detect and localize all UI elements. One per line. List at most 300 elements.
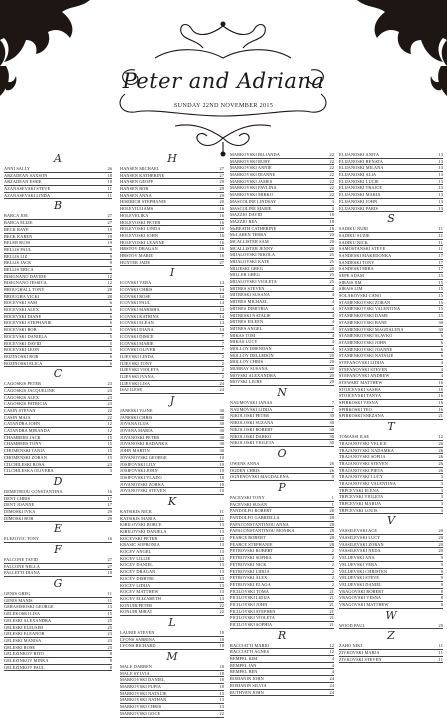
- table-number: 10: [219, 481, 224, 487]
- guest-name: STEWART MATTHEW: [339, 380, 383, 385]
- guest-row: [120, 206, 224, 213]
- guest-name: NIKOLOSKI VIOLETA: [230, 440, 275, 446]
- guest-name: MCALLISTER JENNY: [230, 245, 274, 251]
- table-number: 3: [440, 501, 443, 506]
- table-number: 13: [219, 522, 224, 528]
- guest-name: STOJCEVSKI SASHA: [339, 386, 381, 392]
- guest-row: [4, 428, 112, 435]
- table-number: 6: [109, 300, 112, 306]
- table-number: 9: [331, 474, 334, 480]
- table-number: 16: [107, 488, 112, 494]
- guest-name: SIRAIS LIM: [339, 286, 363, 292]
- guest-name: HOLEVOSKI LEANNE: [120, 239, 165, 245]
- table-number: 13: [438, 152, 443, 157]
- guest-name: DENT JOANNE: [4, 502, 35, 508]
- guest-row: [120, 671, 224, 678]
- guest-row: [230, 461, 334, 468]
- guest-row: [120, 569, 224, 576]
- guest-row: [339, 340, 443, 347]
- guest-name: TRPCEVSKI LOUIS: [339, 507, 378, 513]
- guest-row: [4, 314, 112, 321]
- guest-row: [4, 625, 112, 632]
- table-number: 16: [107, 536, 112, 542]
- guest-name: HANSEN GEOFF: [120, 179, 154, 185]
- guest-name: MAZZIO REA: [230, 218, 258, 224]
- guest-name: CATANDRA JOHN: [4, 421, 41, 427]
- guest-row: [339, 192, 443, 199]
- guest-row: [339, 206, 443, 213]
- guest-row: [339, 623, 443, 630]
- table-number: 22: [329, 178, 334, 184]
- guest-row: [339, 246, 443, 253]
- guest-row: [4, 516, 112, 523]
- guest-name: JANESKI VLINE: [120, 408, 153, 413]
- guest-name: ICOVSKI DIANA: [120, 327, 154, 333]
- guest-name: MIJALOVSKI KATE: [230, 259, 270, 264]
- table-number: 25: [107, 624, 112, 630]
- guest-row: [120, 589, 224, 596]
- guest-name: ELIJANOSKI ALIA: [339, 172, 377, 178]
- table-number: 11: [438, 656, 443, 662]
- guest-name: MURRAY SUSANA: [230, 366, 268, 371]
- guest-row: [230, 502, 334, 509]
- guest-name: BOCEVSKI STEPHANIE: [4, 320, 52, 326]
- guest-name: BOCEVSKI SAM: [4, 300, 38, 306]
- table-number: 29: [219, 192, 224, 198]
- table-number: 27: [107, 220, 112, 226]
- guest-name: MARKOVSKI PAVLINA: [230, 185, 277, 191]
- table-number: 28: [107, 287, 112, 292]
- guest-row: [339, 589, 443, 596]
- guest-name: LAURIE STEVEN: [120, 629, 155, 635]
- guest-name: TRAJANOVSKI LUCY: [339, 474, 383, 480]
- guest-name: VELIJEVSKI STEVE: [339, 575, 380, 581]
- guest-row: [339, 643, 443, 650]
- guest-row: [339, 226, 443, 233]
- guest-row: [230, 379, 334, 386]
- section-letter: R: [277, 628, 287, 642]
- table-number: 2: [221, 353, 224, 359]
- guest-name: VASSILEVSKI ACE: [339, 528, 378, 534]
- table-number: 11: [107, 591, 112, 597]
- guest-row: [120, 260, 224, 267]
- guest-row: [230, 319, 334, 326]
- guest-name: SOLAKOVSKI CANO: [339, 293, 382, 299]
- guest-row: [120, 455, 224, 462]
- table-number: 1: [331, 501, 334, 507]
- guest-name: KIRILOVSKI DANIELA: [120, 529, 167, 534]
- guest-name: KATSIKIS NICK: [120, 508, 152, 514]
- guest-row: [120, 415, 224, 422]
- guest-column-2: [120, 152, 224, 718]
- guest-row: [339, 280, 443, 287]
- table-number: 12: [107, 428, 112, 434]
- guest-row: [4, 240, 112, 247]
- guest-row: [339, 286, 443, 293]
- table-number: 12: [329, 642, 334, 648]
- table-number: 18: [219, 684, 224, 690]
- guest-row: [339, 266, 443, 273]
- table-number: 24: [329, 676, 334, 682]
- guest-name: HRSTOV DRAGAN: [120, 246, 158, 252]
- table-number: 25: [329, 259, 334, 264]
- wedding-date: SUNDAY 22ND NOVEMBER 2015: [173, 102, 274, 109]
- table-number: 20: [438, 535, 443, 541]
- guest-name: AZANASEVSKI STEVE: [4, 186, 51, 192]
- guest-name: ICOVSKI MARISHA: [120, 307, 160, 313]
- guest-name: ICOVSKI PAUL: [120, 300, 151, 306]
- guest-name: VELIJEVSKI DANIEL: [339, 581, 382, 587]
- guest-row: [120, 233, 224, 240]
- table-number: 16: [438, 406, 443, 412]
- guest-row: [120, 509, 224, 516]
- guest-name: BOCEVSKI LEON: [4, 347, 40, 353]
- table-number: 1: [331, 494, 334, 500]
- guest-row: [230, 663, 334, 670]
- table-number: 6: [440, 339, 443, 345]
- guest-row: [4, 300, 112, 307]
- table-number: 22: [219, 609, 224, 615]
- guest-name: ILIEVSKI LINDA: [120, 353, 154, 359]
- guest-row: [339, 179, 443, 186]
- table-number: 16: [219, 246, 224, 252]
- guest-row: [4, 665, 112, 672]
- guest-row: [230, 246, 334, 253]
- guest-name: MARKOVSKI JAMES: [230, 178, 273, 184]
- guest-row: [230, 279, 334, 286]
- guest-name: PICILOVSKI STEPHEN: [230, 608, 276, 614]
- section-letter: C: [53, 367, 63, 381]
- guest-row: [4, 557, 112, 564]
- guest-name: PANDOLFO ROBERT: [230, 508, 272, 514]
- section-letter: A: [54, 152, 62, 165]
- table-number: 26: [438, 440, 443, 446]
- guest-name: PANDOLFO GABRIELLA: [230, 515, 280, 520]
- guest-name: BELLIS ERICA: [4, 266, 34, 272]
- guest-row: [339, 413, 443, 420]
- guest-name: SANDESKI MIRA: [339, 266, 374, 272]
- guest-name: MITRESKI NATALIE: [230, 312, 271, 318]
- guest-row: [4, 618, 112, 625]
- letter-section: [230, 481, 334, 629]
- guest-row: [4, 280, 112, 287]
- guest-row: [230, 508, 334, 515]
- table-number: 11: [438, 650, 443, 655]
- guest-name: McBEATH CATHERINE: [230, 225, 277, 231]
- table-number: 25: [107, 617, 112, 623]
- guest-name: MITRES ANGEL: [230, 325, 263, 331]
- table-number: 2: [221, 360, 224, 366]
- guest-name: KONUIR PETER: [120, 602, 153, 608]
- guest-name: MARKOVSKI PUPIA: [120, 684, 162, 690]
- guest-name: MARKOVSKI CHRIS: [120, 704, 162, 710]
- guest-name: STEFANOVSKI ANDREW: [339, 373, 390, 379]
- table-number: 6: [109, 353, 112, 359]
- guest-name: JANESKI CHRIS: [120, 414, 153, 420]
- guest-name: NAUMOVSKI JANAS: [230, 400, 273, 406]
- guest-name: JOSIFOVSKI JOHN: [120, 468, 158, 474]
- guest-row: [4, 448, 112, 455]
- guest-row: [120, 711, 224, 718]
- guest-row: [230, 232, 334, 239]
- guest-name: MASCOLINE LINDSAY: [230, 198, 277, 204]
- guest-row: [120, 435, 224, 442]
- guest-row: [339, 528, 443, 535]
- guest-name: MARKOVSKI GOCE: [120, 710, 161, 716]
- guest-row: [4, 186, 112, 193]
- guest-column-1: [4, 152, 112, 671]
- guest-row: [4, 509, 112, 516]
- table-number: 17: [438, 266, 443, 272]
- guest-row: [4, 334, 112, 341]
- guest-name: VRAGOVSKI ROBERT: [339, 588, 384, 594]
- table-number: 4: [331, 312, 334, 318]
- table-number: 4: [331, 656, 334, 662]
- guest-name: ARZADEAN SAXSON: [4, 172, 48, 178]
- guest-row: [339, 240, 443, 247]
- guest-row: [230, 359, 334, 366]
- guest-name: BOCEVSKI DAVID: [4, 340, 42, 346]
- table-number: 9: [440, 568, 443, 574]
- section-letter: E: [53, 522, 63, 536]
- guest-name: VELIJEVSKI CHRISTEN: [339, 568, 388, 574]
- damask-corner-ornament-right: [357, 0, 447, 98]
- table-number: 2: [331, 575, 334, 581]
- guest-name: ELIJANOSKI ANITA: [339, 152, 380, 157]
- table-number: 30: [219, 434, 224, 440]
- guest-row: [339, 575, 443, 582]
- table-number: 27: [219, 166, 224, 171]
- letter-section: [4, 367, 112, 475]
- guest-row: [120, 556, 224, 563]
- guest-row: [230, 434, 334, 441]
- guest-name: CASIN MAJA: [4, 414, 31, 420]
- table-number: 14: [219, 287, 224, 292]
- guest-name: STAMENKOVSKI MAGDALENA: [339, 326, 404, 332]
- guest-name: TRAJANOVSKI STEVEN: [339, 460, 388, 466]
- guest-name: LYONS RICHARD: [120, 643, 156, 649]
- guest-name: JOSIFOVSKI VLADO: [120, 474, 162, 480]
- guest-name: MALE DARREN: [120, 664, 153, 669]
- guest-row: [120, 226, 224, 233]
- guest-name: JOVANOSKI PETER: [120, 434, 160, 440]
- table-number: 10: [219, 468, 224, 474]
- guest-row: [339, 320, 443, 327]
- guest-name: MIJALOVSKI VIOLETA: [230, 279, 277, 285]
- letter-section: [4, 577, 112, 671]
- table-number: 13: [438, 205, 443, 211]
- guest-row: [339, 555, 443, 562]
- guest-name: BOCEVSKI BOB: [4, 327, 37, 333]
- guest-row: [230, 252, 334, 259]
- table-number: 12: [438, 434, 443, 440]
- table-number: 18: [107, 570, 112, 576]
- guest-row: [4, 267, 112, 274]
- guest-row: [120, 320, 224, 327]
- guest-row: [339, 494, 443, 501]
- guest-name: JOVANA ILIJA: [120, 421, 149, 427]
- guest-name: HANSEN ANNA: [120, 192, 152, 198]
- table-number: 18: [329, 225, 334, 231]
- table-number: 4: [331, 662, 334, 668]
- guest-name: TRAJANOVSKI VELICE: [339, 440, 387, 446]
- table-number: 9: [109, 253, 112, 259]
- table-number: 21: [329, 622, 334, 627]
- guest-columns: [0, 152, 447, 716]
- table-number: 4: [331, 299, 334, 305]
- table-number: 15: [438, 313, 443, 319]
- guest-row: [4, 502, 112, 509]
- table-number: 28: [329, 535, 334, 541]
- guest-row: [339, 657, 443, 664]
- letter-section: [4, 543, 112, 577]
- guest-row: [120, 441, 224, 448]
- letter-section: [230, 152, 334, 386]
- guest-row: [4, 435, 112, 442]
- table-number: 18: [219, 629, 224, 635]
- table-number: 18: [107, 179, 112, 185]
- guest-name: BECK KAREN: [4, 233, 33, 239]
- guest-name: BELER RUSS: [4, 240, 31, 246]
- table-number: 12: [329, 649, 334, 655]
- guest-row: [339, 293, 443, 300]
- table-number: 23: [107, 637, 112, 643]
- guest-row: [4, 307, 112, 314]
- section-letter: H: [167, 152, 177, 165]
- guest-row: [120, 334, 224, 341]
- guest-name: HISERICH STEPHANIE: [120, 199, 167, 205]
- guest-name: HANSEN ROB: [120, 186, 149, 192]
- table-number: 3: [109, 468, 112, 474]
- table-number: 25: [329, 252, 334, 258]
- table-number: 16: [219, 239, 224, 245]
- guest-name: ROMANIN JOHN: [230, 676, 264, 682]
- guest-row: [4, 227, 112, 234]
- guest-name: KOCEV LIDIJA: [120, 582, 151, 588]
- guest-name: VELIJEVSKI VERA: [339, 561, 378, 567]
- table-number: 7: [221, 347, 224, 353]
- table-number: 3: [440, 480, 443, 486]
- table-number: 13: [219, 542, 224, 548]
- guest-row: [120, 307, 224, 314]
- guest-row: [4, 395, 112, 402]
- table-number: 16: [438, 400, 443, 406]
- guest-name: MARKOVSKI NATHAN: [120, 697, 167, 703]
- guest-row: [120, 294, 224, 301]
- table-number: 29: [219, 179, 224, 185]
- guest-row: [120, 361, 224, 368]
- guest-name: TRAJANOVSKI SOFIJA: [339, 454, 386, 460]
- table-number: 4: [331, 305, 334, 311]
- guest-name: TRPCEVSKI VIOLETA: [339, 494, 384, 500]
- guest-row: [230, 212, 334, 219]
- table-number: 29: [107, 515, 112, 521]
- guest-name: PEARCE ROBERT: [230, 535, 266, 541]
- table-number: 24: [219, 387, 224, 393]
- section-letter: K: [167, 494, 177, 508]
- table-number: 20: [329, 379, 334, 385]
- guest-row: [339, 595, 443, 602]
- guest-name: BOZINOSKI ELICA: [4, 360, 43, 366]
- guest-name: ARZADEAN ESSIE: [4, 179, 42, 185]
- table-number: 13: [219, 562, 224, 568]
- table-number: 13: [438, 192, 443, 198]
- guest-name: NAUMOVSKI LIDIJA: [230, 406, 273, 412]
- guest-row: [120, 347, 224, 354]
- guest-row: [120, 428, 224, 435]
- table-number: 16: [438, 393, 443, 399]
- guest-row: [120, 697, 224, 704]
- guest-row: [4, 294, 112, 301]
- guest-row: [230, 152, 334, 159]
- guest-name: STAMENKOVSKI SLAVKO: [339, 333, 393, 339]
- guest-name: ISAI ILESE: [120, 387, 143, 393]
- guest-row: [339, 548, 443, 555]
- guest-row: [120, 186, 224, 193]
- guest-name: SEPE ADAM: [339, 273, 364, 278]
- table-number: 16: [219, 206, 224, 212]
- guest-name: PACEVSKI TONY: [230, 494, 265, 500]
- guest-name: FALCONE TAVID: [4, 557, 39, 562]
- table-number: 13: [438, 172, 443, 178]
- guest-name: MCALLISTER SAM: [230, 238, 269, 244]
- table-number: 16: [438, 386, 443, 392]
- guest-row: [230, 199, 334, 206]
- table-number: 18: [219, 664, 224, 669]
- table-number: 8: [109, 651, 112, 657]
- table-number: 16: [219, 219, 224, 225]
- guest-row: [4, 274, 112, 281]
- guest-name: GERASIMOSKI GEORGE: [4, 604, 54, 610]
- guest-name: ROMANIN SILVIA: [230, 682, 267, 688]
- table-number: 23: [107, 401, 112, 407]
- table-number: 9: [440, 575, 443, 581]
- guest-name: PICILOVSKI TOMA: [230, 588, 269, 594]
- guest-row: [230, 589, 334, 596]
- guest-row: [4, 564, 112, 571]
- table-number: 14: [219, 280, 224, 286]
- guest-row: [339, 367, 443, 374]
- guest-name: HOLEVELIKA: [120, 212, 149, 218]
- table-number: 9: [440, 555, 443, 561]
- guest-row: [4, 468, 112, 475]
- guest-name: VASSILEVSKI ZORAN: [339, 541, 384, 547]
- guest-name: MILIESKI GREG: [230, 265, 263, 271]
- guest-name: KOCEV LILLIE: [120, 555, 151, 561]
- guest-row: [4, 455, 112, 462]
- guest-row: [339, 474, 443, 481]
- guest-name: MILLER GREG: [230, 272, 260, 278]
- table-number: 14: [219, 313, 224, 319]
- guest-row: [4, 604, 112, 611]
- table-number: 13: [219, 697, 224, 703]
- guest-name: CASIN STEVAN: [4, 408, 36, 413]
- guest-name: ICOVSKI VERA: [120, 280, 152, 286]
- table-number: 6: [440, 353, 443, 359]
- guest-row: [120, 354, 224, 361]
- guest-row: [230, 313, 334, 320]
- guest-name: SANDESKI MAKEDONKA: [339, 252, 392, 258]
- table-number: 13: [219, 595, 224, 601]
- table-number: 16: [219, 226, 224, 232]
- table-number: 26: [107, 166, 112, 171]
- table-number: 26: [438, 454, 443, 460]
- guest-row: [120, 314, 224, 321]
- table-number: 22: [329, 192, 334, 198]
- guest-name: STAMENKOVSKI ZORAN: [339, 299, 391, 305]
- table-number: 19: [107, 226, 112, 232]
- guest-name: ELIJANOSKI PARIS: [339, 205, 379, 211]
